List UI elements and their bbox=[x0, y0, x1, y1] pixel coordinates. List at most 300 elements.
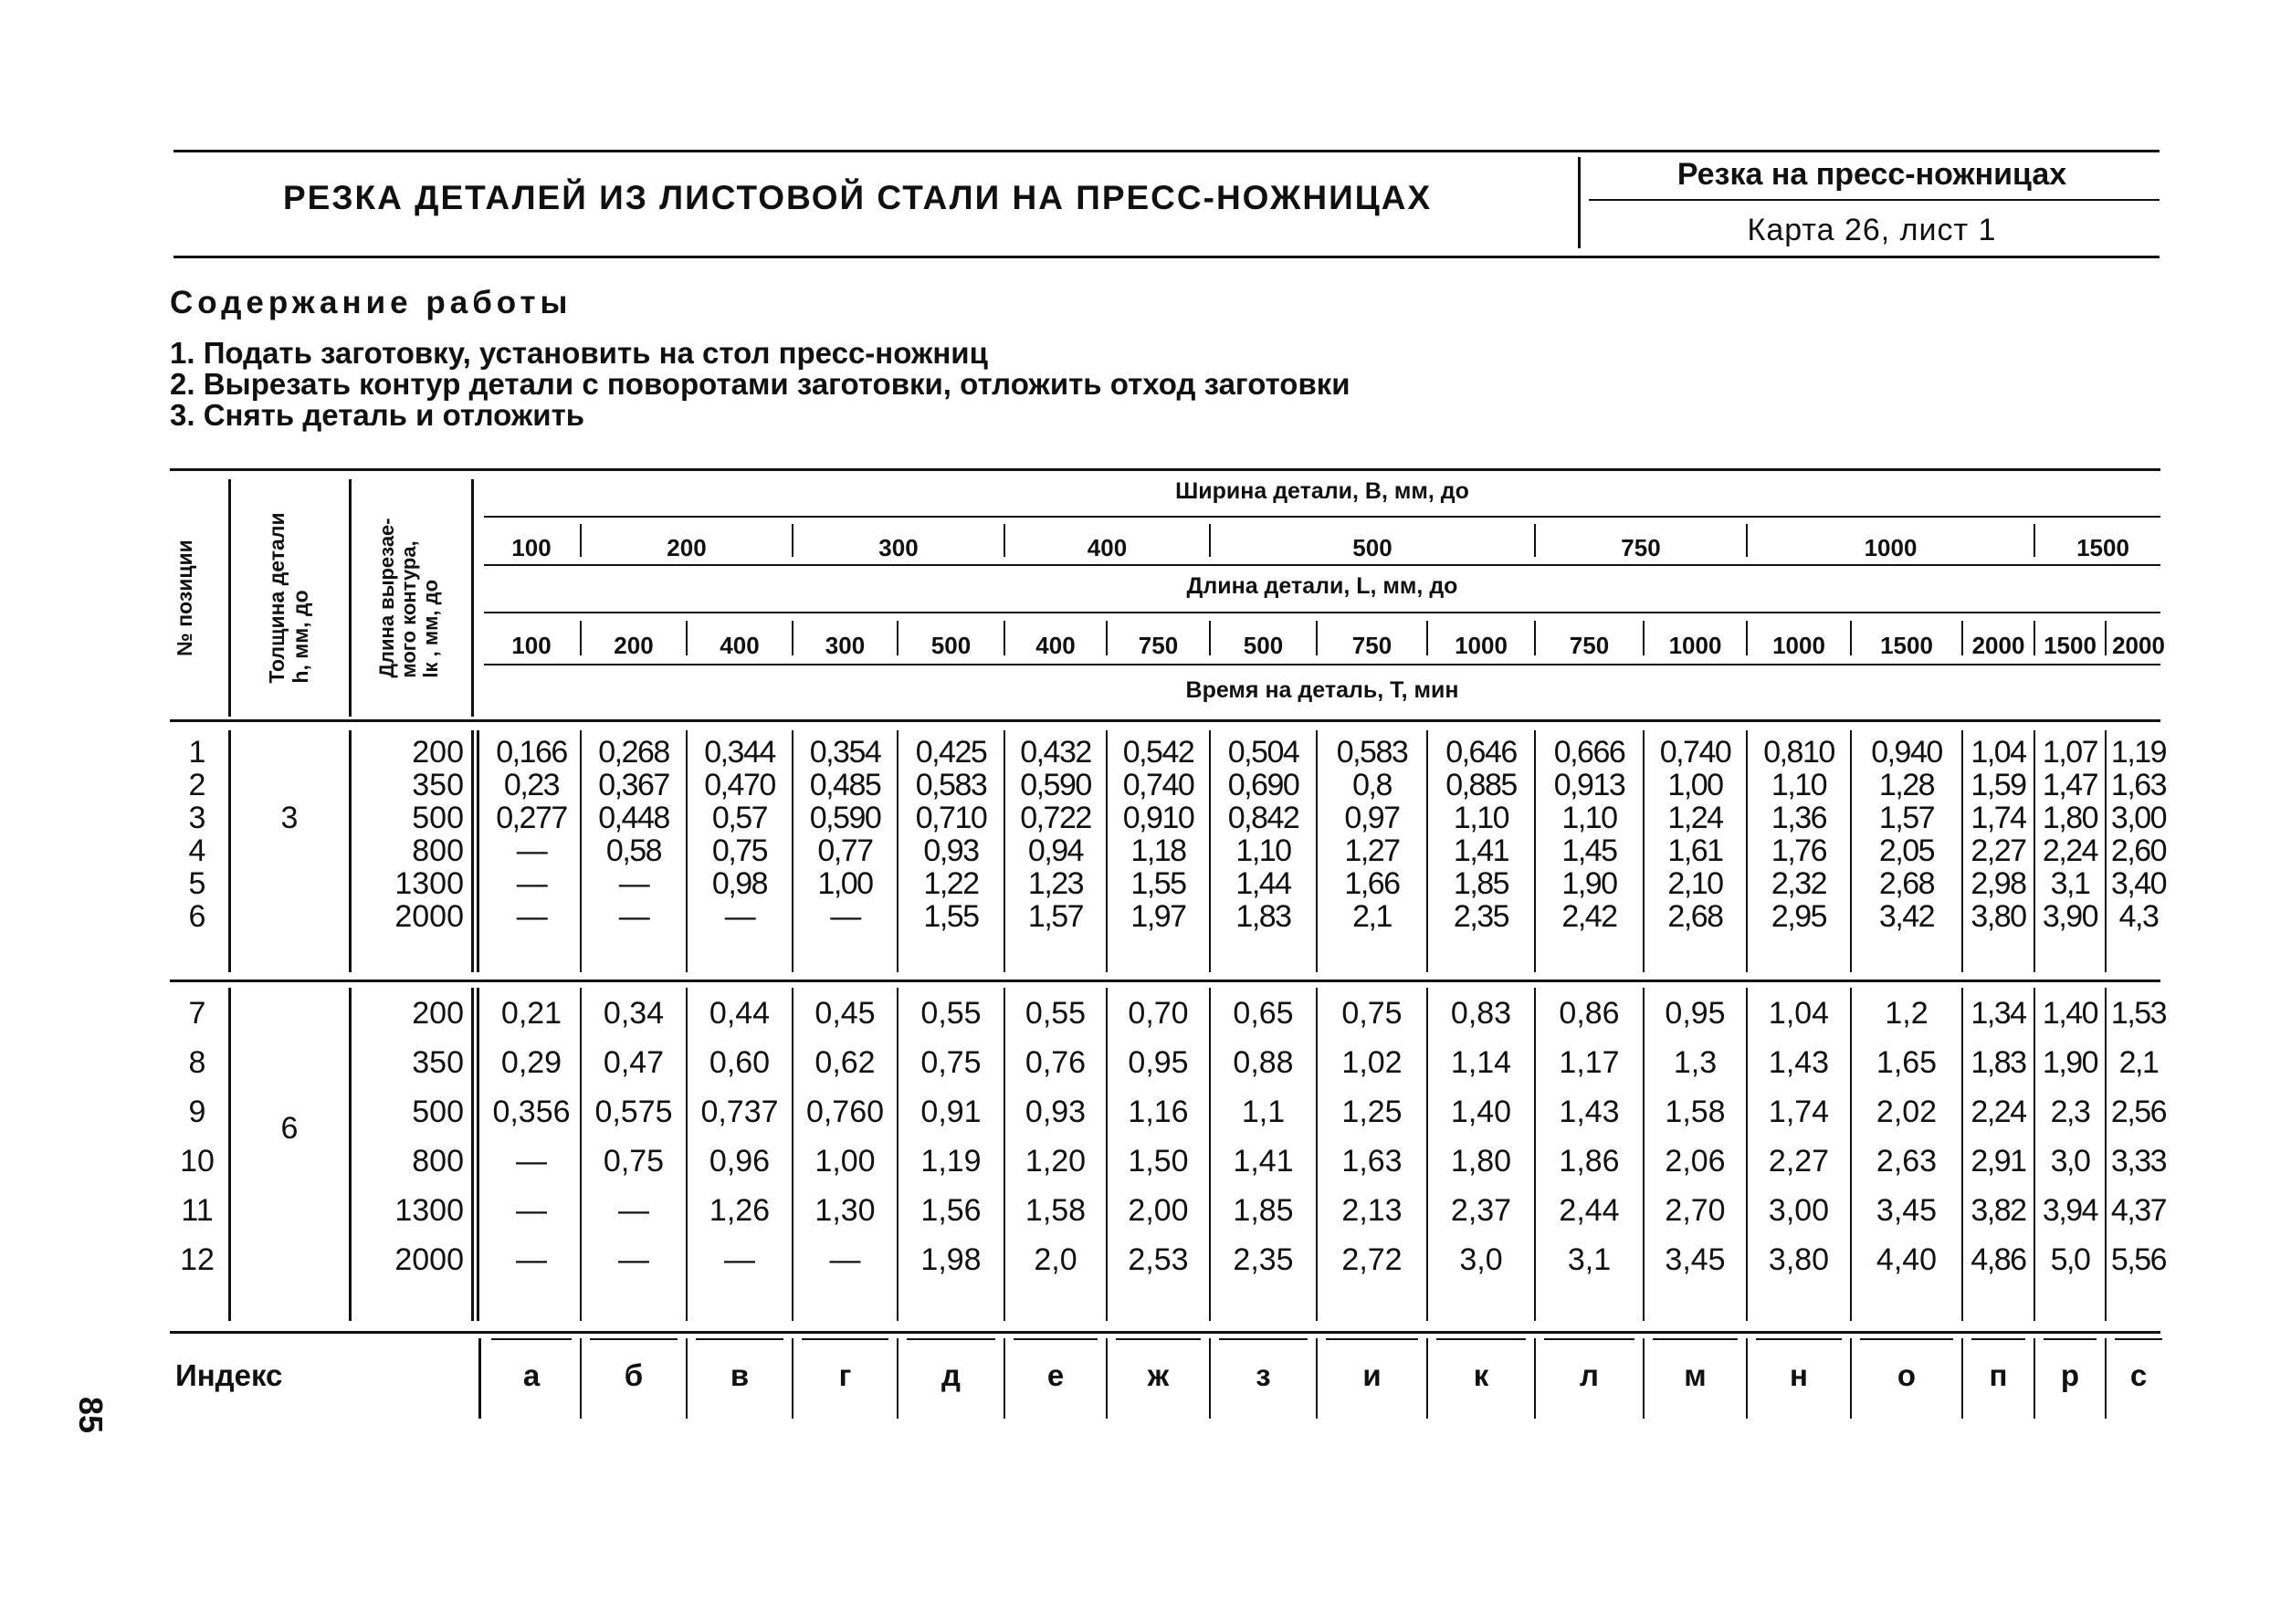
time-value: 3,1 bbox=[1567, 1242, 1612, 1277]
time-value: 2,35 bbox=[1233, 1242, 1294, 1277]
width-value: 400 bbox=[1087, 534, 1128, 561]
time-value: 0,166 bbox=[496, 735, 567, 770]
time-value: 5,56 bbox=[2110, 1242, 2167, 1277]
time-value: 2,1 bbox=[2118, 1045, 2159, 1080]
time-value: 1,2 bbox=[1885, 996, 1928, 1031]
time-value: 0,93 bbox=[923, 833, 979, 868]
time-value: 0,432 bbox=[1020, 735, 1091, 770]
time-value: 1,25 bbox=[1341, 1095, 1403, 1129]
time-value: 2,13 bbox=[1341, 1193, 1403, 1228]
length-separator bbox=[686, 621, 688, 655]
table-top-rule bbox=[170, 468, 2160, 471]
time-value: 3,90 bbox=[2042, 899, 2098, 934]
length-separator bbox=[1850, 621, 1852, 655]
index-letter: а bbox=[522, 1358, 541, 1392]
time-value: 3,80 bbox=[1768, 1242, 1830, 1277]
time-value: 1,74 bbox=[1970, 801, 2026, 835]
time-value: 2,68 bbox=[1878, 866, 1935, 901]
time-value: 3,1 bbox=[2050, 866, 2090, 901]
time-value: 0,58 bbox=[605, 833, 662, 868]
time-value: 4,37 bbox=[2110, 1193, 2167, 1228]
length-header: Длина детали, L, мм, до bbox=[1186, 573, 1458, 599]
time-value: 3,40 bbox=[2110, 866, 2167, 901]
time-value: 0,646 bbox=[1445, 735, 1517, 770]
length-separator bbox=[2105, 621, 2107, 655]
time-value: 1,65 bbox=[1876, 1045, 1938, 1080]
page-number: 85 bbox=[72, 1397, 110, 1434]
time-value: — bbox=[618, 866, 649, 901]
time-value: 2,56 bbox=[2110, 1095, 2167, 1129]
index-top-rule bbox=[1436, 1338, 1526, 1340]
time-value: 1,3 bbox=[1673, 1045, 1718, 1080]
length-separator bbox=[1004, 621, 1005, 655]
time-value: 1,26 bbox=[709, 1193, 771, 1228]
width-value: 1000 bbox=[1864, 534, 1918, 561]
time-value: 0,448 bbox=[598, 801, 669, 835]
time-value: 0,77 bbox=[817, 833, 873, 868]
time-value: 1,85 bbox=[1453, 866, 1509, 901]
time-value: 0,504 bbox=[1227, 735, 1299, 770]
time-value: 0,583 bbox=[915, 768, 987, 802]
time-value: 1,18 bbox=[1130, 833, 1186, 868]
index-separator bbox=[1316, 1338, 1318, 1419]
index-separator bbox=[1961, 1338, 1963, 1419]
card-box-rule bbox=[1589, 199, 2160, 201]
contour-length: 500 bbox=[412, 801, 464, 835]
time-value: 0,810 bbox=[1763, 735, 1834, 770]
time-value: 1,53 bbox=[2110, 996, 2167, 1031]
length-value: 400 bbox=[720, 632, 760, 659]
time-value: 0,470 bbox=[704, 768, 775, 802]
time-value: 1,97 bbox=[1130, 899, 1186, 934]
index-top-rule bbox=[1219, 1338, 1308, 1340]
length-separator bbox=[1643, 621, 1645, 655]
time-value: 0,76 bbox=[1025, 1045, 1087, 1080]
length-separator bbox=[1106, 621, 1108, 655]
time-value: 3,00 bbox=[2110, 801, 2167, 835]
position-number: 10 bbox=[180, 1144, 215, 1179]
index-letter: р bbox=[2060, 1358, 2080, 1392]
contour-col-rule-body bbox=[471, 730, 474, 972]
time-value: 0,760 bbox=[805, 1095, 885, 1129]
time-value: 2,53 bbox=[1128, 1242, 1189, 1277]
position-number: 3 bbox=[188, 801, 206, 835]
index-letter: ж bbox=[1147, 1358, 1170, 1392]
contour-length: 200 bbox=[412, 996, 464, 1031]
time-value: 3,42 bbox=[1878, 899, 1935, 934]
time-value: 0,425 bbox=[915, 735, 987, 770]
time-value: 1,14 bbox=[1450, 1045, 1512, 1080]
time-value: 1,55 bbox=[1130, 866, 1186, 901]
time-value: 1,56 bbox=[920, 1193, 982, 1228]
index-top-rule bbox=[2044, 1338, 2097, 1340]
time-value: 2,1 bbox=[1352, 899, 1392, 934]
time-value: 2,24 bbox=[2042, 833, 2098, 868]
time-value: 0,44 bbox=[709, 996, 771, 1031]
index-letter: з bbox=[1256, 1358, 1271, 1392]
width-separator bbox=[1209, 524, 1211, 557]
time-value: — bbox=[516, 833, 547, 868]
width-value: 300 bbox=[878, 534, 919, 561]
time-value: 2,35 bbox=[1453, 899, 1509, 934]
time-value: 0,29 bbox=[500, 1045, 562, 1080]
time-value: 1,44 bbox=[1235, 866, 1291, 901]
contour-col-header-line-2: мого контура, bbox=[397, 540, 420, 678]
time-value: 1,22 bbox=[923, 866, 979, 901]
index-letter: д bbox=[941, 1358, 961, 1392]
thickness-col-rule-body bbox=[349, 730, 352, 972]
time-value: 0,55 bbox=[920, 996, 982, 1031]
time-value: 3,00 bbox=[1768, 1193, 1830, 1228]
time-value: 3,0 bbox=[2050, 1144, 2090, 1179]
index-separator bbox=[2105, 1338, 2107, 1419]
time-value: 1,85 bbox=[1233, 1193, 1294, 1228]
position-number: 11 bbox=[181, 1193, 214, 1228]
time-value: 1,66 bbox=[1344, 866, 1400, 901]
time-value: 0,94 bbox=[1027, 833, 1084, 868]
time-value: 0,590 bbox=[1020, 768, 1091, 802]
length-value: 400 bbox=[1035, 632, 1076, 659]
time-value: 1,83 bbox=[1235, 899, 1291, 934]
position-number: 12 bbox=[180, 1242, 215, 1277]
time-value: 0,55 bbox=[1025, 996, 1087, 1031]
time-value: 0,344 bbox=[704, 735, 775, 770]
time-value: 4,40 bbox=[1876, 1242, 1938, 1277]
time-value: 0,98 bbox=[711, 866, 768, 901]
time-value: 2,24 bbox=[1970, 1095, 2026, 1129]
time-value: 1,19 bbox=[2110, 735, 2167, 770]
index-separator bbox=[792, 1338, 793, 1419]
time-value: 1,02 bbox=[1341, 1045, 1403, 1080]
length-value: 500 bbox=[1243, 632, 1284, 659]
length-separator bbox=[1316, 621, 1318, 655]
length-value: 2000 bbox=[2112, 632, 2165, 659]
length-separator bbox=[1534, 621, 1536, 655]
length-separator bbox=[1426, 621, 1428, 655]
index-top-rule bbox=[1971, 1338, 2025, 1340]
time-value: 2,91 bbox=[1970, 1144, 2026, 1179]
length-value: 300 bbox=[825, 632, 866, 659]
time-value: 2,72 bbox=[1341, 1242, 1403, 1277]
time-value: 0,913 bbox=[1553, 768, 1625, 802]
time-value: 0,277 bbox=[496, 801, 567, 835]
pos-col-rule bbox=[228, 479, 231, 717]
length-value: 1000 bbox=[1772, 632, 1825, 659]
time-value: 2,27 bbox=[1768, 1144, 1830, 1179]
time-value: 0,690 bbox=[1227, 768, 1299, 802]
time-value: 0,34 bbox=[603, 996, 665, 1031]
pos-col-rule-body bbox=[228, 730, 231, 972]
time-value: 2,32 bbox=[1771, 866, 1827, 901]
length-separator bbox=[897, 621, 899, 655]
time-value: 1,17 bbox=[1559, 1045, 1620, 1080]
time-value: 2,60 bbox=[2110, 833, 2167, 868]
length-value: 750 bbox=[1351, 632, 1392, 659]
time-value: 2,02 bbox=[1876, 1095, 1938, 1129]
length-values-top-rule bbox=[484, 612, 2160, 613]
contour-length: 2000 bbox=[394, 1242, 464, 1277]
time-value: 1,63 bbox=[1341, 1144, 1403, 1179]
length-separator bbox=[1961, 621, 1963, 655]
contour-length: 1300 bbox=[394, 1193, 464, 1228]
width-value: 100 bbox=[511, 534, 552, 561]
position-number: 5 bbox=[188, 866, 206, 901]
index-top-rule bbox=[802, 1338, 888, 1340]
contour-length: 800 bbox=[412, 1144, 464, 1179]
width-value: 750 bbox=[1621, 534, 1661, 561]
pos-col-header: № позиции bbox=[173, 540, 196, 656]
index-letter: б bbox=[624, 1358, 644, 1392]
time-value: 0,83 bbox=[1450, 996, 1512, 1031]
length-value: 1500 bbox=[2044, 632, 2097, 659]
time-value: — bbox=[618, 899, 649, 934]
index-separator bbox=[1004, 1338, 1005, 1419]
time-value: 1,10 bbox=[1235, 833, 1291, 868]
time-value: 0,740 bbox=[1659, 735, 1731, 770]
index-letter: п bbox=[1989, 1358, 2008, 1392]
index-letter: о bbox=[1897, 1358, 1917, 1392]
index-letter: г bbox=[838, 1358, 852, 1392]
body-left-rule bbox=[477, 988, 479, 1321]
time-value: 1,90 bbox=[2042, 1045, 2098, 1080]
contour-length: 350 bbox=[412, 768, 464, 802]
length-separator bbox=[580, 621, 582, 655]
position-number: 4 bbox=[188, 833, 206, 868]
time-value: 0,95 bbox=[1665, 996, 1726, 1031]
time-value: 4,86 bbox=[1970, 1242, 2026, 1277]
length-value: 2000 bbox=[1971, 632, 2025, 659]
time-value: — bbox=[618, 1193, 649, 1228]
time-value: 1,24 bbox=[1667, 801, 1723, 835]
time-value: 3,0 bbox=[1459, 1242, 1503, 1277]
width-separator bbox=[1004, 524, 1005, 557]
index-top-rule bbox=[1116, 1338, 1201, 1340]
time-value: 2,44 bbox=[1559, 1193, 1620, 1228]
time-value: — bbox=[516, 866, 547, 901]
time-value: 0,96 bbox=[709, 1144, 771, 1179]
time-value: 4,3 bbox=[2118, 899, 2159, 934]
index-col-rule bbox=[478, 1338, 481, 1419]
length-separator bbox=[2034, 621, 2035, 655]
time-value: 0,485 bbox=[809, 768, 881, 802]
time-value: 0,88 bbox=[1233, 1045, 1294, 1080]
time-value: 0,590 bbox=[809, 801, 881, 835]
work-step-3: 3. Снять деталь и отложить bbox=[170, 398, 585, 432]
length-value: 1000 bbox=[1455, 632, 1508, 659]
time-value: 5,0 bbox=[2050, 1242, 2090, 1277]
index-label: Индекс bbox=[175, 1358, 283, 1392]
index-top-rule bbox=[1860, 1338, 1953, 1340]
position-number: 8 bbox=[188, 1045, 206, 1080]
time-value: 0,710 bbox=[915, 801, 987, 835]
index-top-rule bbox=[1014, 1338, 1098, 1340]
time-value: 0,86 bbox=[1559, 996, 1620, 1031]
time-value: 0,575 bbox=[594, 1095, 673, 1129]
time-value: — bbox=[829, 1242, 861, 1277]
time-value: 1,74 bbox=[1768, 1095, 1830, 1129]
width-header: Ширина детали, B, мм, до bbox=[1175, 478, 1469, 504]
header-divider bbox=[1578, 157, 1581, 248]
time-value: — bbox=[516, 1144, 547, 1179]
time-value: 1,41 bbox=[1453, 833, 1509, 868]
time-value: 0,910 bbox=[1122, 801, 1194, 835]
index-top-rule bbox=[907, 1338, 995, 1340]
time-value: 1,63 bbox=[2110, 768, 2167, 802]
body-index-rule bbox=[170, 1331, 2160, 1334]
time-value: 1,57 bbox=[1878, 801, 1935, 835]
thickness-col-header-line-1: Толщина детали bbox=[265, 512, 289, 684]
index-separator bbox=[897, 1338, 899, 1419]
time-value: 2,42 bbox=[1561, 899, 1617, 934]
contour-length: 2000 bbox=[394, 899, 464, 934]
time-value: — bbox=[516, 1242, 547, 1277]
contour-length: 800 bbox=[412, 833, 464, 868]
time-value: 1,47 bbox=[2042, 768, 2098, 802]
index-separator bbox=[2034, 1338, 2035, 1419]
time-value: — bbox=[618, 1242, 649, 1277]
contour-length: 200 bbox=[412, 735, 464, 770]
thickness-value: 3 bbox=[280, 801, 299, 835]
time-value: 0,8 bbox=[1352, 768, 1392, 802]
index-top-rule bbox=[1544, 1338, 1634, 1340]
time-value: 2,0 bbox=[1034, 1242, 1077, 1277]
width-separator bbox=[1746, 524, 1748, 557]
time-value: 1,36 bbox=[1771, 801, 1827, 835]
time-value: 0,885 bbox=[1445, 768, 1517, 802]
index-separator bbox=[1746, 1338, 1748, 1419]
work-step-1: 1. Подать заготовку, установить на стол пресс-ножниц bbox=[170, 336, 988, 370]
time-value: 1,90 bbox=[1561, 866, 1617, 901]
time-value: 1,16 bbox=[1128, 1095, 1189, 1129]
time-value: 3,33 bbox=[2110, 1144, 2167, 1179]
contour-col-header-line-1: Длина вырезае- bbox=[375, 518, 398, 678]
index-letter: к bbox=[1473, 1358, 1489, 1392]
time-value: 2,37 bbox=[1450, 1193, 1512, 1228]
index-top-rule bbox=[491, 1338, 572, 1340]
time-value: 2,63 bbox=[1876, 1144, 1938, 1179]
time-value: 1,80 bbox=[1450, 1144, 1512, 1179]
time-value: 0,722 bbox=[1020, 801, 1091, 835]
time-value: 0,75 bbox=[603, 1144, 665, 1179]
width-separator bbox=[792, 524, 793, 557]
time-value: — bbox=[516, 899, 547, 934]
time-value: 1,1 bbox=[1241, 1095, 1286, 1129]
time-value: 0,95 bbox=[1128, 1045, 1189, 1080]
length-value: 1000 bbox=[1668, 632, 1722, 659]
time-value: 1,19 bbox=[920, 1144, 982, 1179]
width-value: 200 bbox=[667, 534, 707, 561]
length-value: 100 bbox=[511, 632, 552, 659]
time-value: 2,68 bbox=[1667, 899, 1723, 934]
contour-col-rule-body-2 bbox=[471, 988, 474, 1321]
contour-length: 500 bbox=[412, 1095, 464, 1129]
index-top-rule bbox=[696, 1338, 783, 1340]
time-value: 1,07 bbox=[2042, 735, 2098, 770]
time-value: — bbox=[724, 899, 755, 934]
time-value: 0,737 bbox=[700, 1095, 779, 1129]
time-value: 0,93 bbox=[1025, 1095, 1087, 1129]
time-value: 0,75 bbox=[711, 833, 768, 868]
time-value: 0,97 bbox=[1344, 801, 1400, 835]
time-value: 0,367 bbox=[598, 768, 669, 802]
time-value: 1,27 bbox=[1344, 833, 1400, 868]
time-value: 0,70 bbox=[1128, 996, 1189, 1031]
contour-length: 350 bbox=[412, 1045, 464, 1080]
header-top-rule bbox=[173, 150, 2160, 152]
time-value: 1,43 bbox=[1559, 1095, 1620, 1129]
time-value: 1,04 bbox=[1768, 996, 1830, 1031]
time-value: 0,62 bbox=[814, 1045, 876, 1080]
index-letter: м bbox=[1684, 1358, 1707, 1392]
time-value: 1,30 bbox=[814, 1193, 876, 1228]
time-value: 1,43 bbox=[1768, 1045, 1830, 1080]
time-value: 1,41 bbox=[1233, 1144, 1294, 1179]
time-value: 2,06 bbox=[1665, 1144, 1726, 1179]
time-value: 1,04 bbox=[1970, 735, 2026, 770]
length-value: 200 bbox=[614, 632, 654, 659]
time-value: 1,00 bbox=[814, 1144, 876, 1179]
pos-col-rule-body-2 bbox=[228, 988, 231, 1321]
position-number: 9 bbox=[188, 1095, 206, 1129]
time-value: 1,83 bbox=[1970, 1045, 2026, 1080]
header-body-rule bbox=[170, 719, 2160, 722]
index-top-rule bbox=[590, 1338, 678, 1340]
index-top-rule bbox=[1653, 1338, 1738, 1340]
time-value: 0,60 bbox=[709, 1045, 771, 1080]
index-top-rule bbox=[1756, 1338, 1842, 1340]
index-separator bbox=[1643, 1338, 1645, 1419]
time-value: 1,10 bbox=[1561, 801, 1617, 835]
group-divider-rule bbox=[170, 980, 2160, 982]
width-values-top-rule bbox=[484, 516, 2160, 518]
time-value: 0,842 bbox=[1227, 801, 1299, 835]
header-bottom-rule bbox=[173, 256, 2160, 258]
time-value: 2,05 bbox=[1878, 833, 1935, 868]
index-separator bbox=[1850, 1338, 1852, 1419]
time-value: 2,10 bbox=[1667, 866, 1723, 901]
body-left-rule bbox=[477, 730, 479, 972]
time-value: 2,70 bbox=[1665, 1193, 1726, 1228]
time-value: 0,666 bbox=[1553, 735, 1625, 770]
index-separator bbox=[580, 1338, 582, 1419]
index-letter: н bbox=[1790, 1358, 1808, 1392]
length-value: 750 bbox=[1569, 632, 1610, 659]
length-value: 1500 bbox=[1880, 632, 1933, 659]
time-value: 2,27 bbox=[1970, 833, 2026, 868]
time-value: — bbox=[724, 1242, 755, 1277]
time-value: 2,00 bbox=[1128, 1193, 1189, 1228]
index-letter: в bbox=[730, 1358, 750, 1392]
time-value: 0,21 bbox=[500, 996, 562, 1031]
time-value: 1,10 bbox=[1453, 801, 1509, 835]
card-label: Карта 26, лист 1 bbox=[1747, 213, 1997, 247]
time-value: 1,59 bbox=[1970, 768, 2026, 802]
position-number: 6 bbox=[188, 899, 206, 934]
time-header: Время на деталь, T, мин bbox=[1185, 677, 1459, 703]
thickness-col-rule-body-2 bbox=[349, 988, 352, 1321]
position-number: 7 bbox=[188, 996, 206, 1031]
time-header-top-rule bbox=[484, 664, 2160, 665]
time-value: 3,82 bbox=[1970, 1193, 2026, 1228]
time-value: 1,40 bbox=[2042, 996, 2098, 1031]
index-separator bbox=[1209, 1338, 1211, 1419]
width-value: 500 bbox=[1352, 534, 1392, 561]
width-value: 1500 bbox=[2076, 534, 2129, 561]
time-value: 1,58 bbox=[1025, 1193, 1087, 1228]
time-value: 1,45 bbox=[1561, 833, 1617, 868]
time-value: 1,00 bbox=[1667, 768, 1723, 802]
time-value: 0,940 bbox=[1871, 735, 1942, 770]
